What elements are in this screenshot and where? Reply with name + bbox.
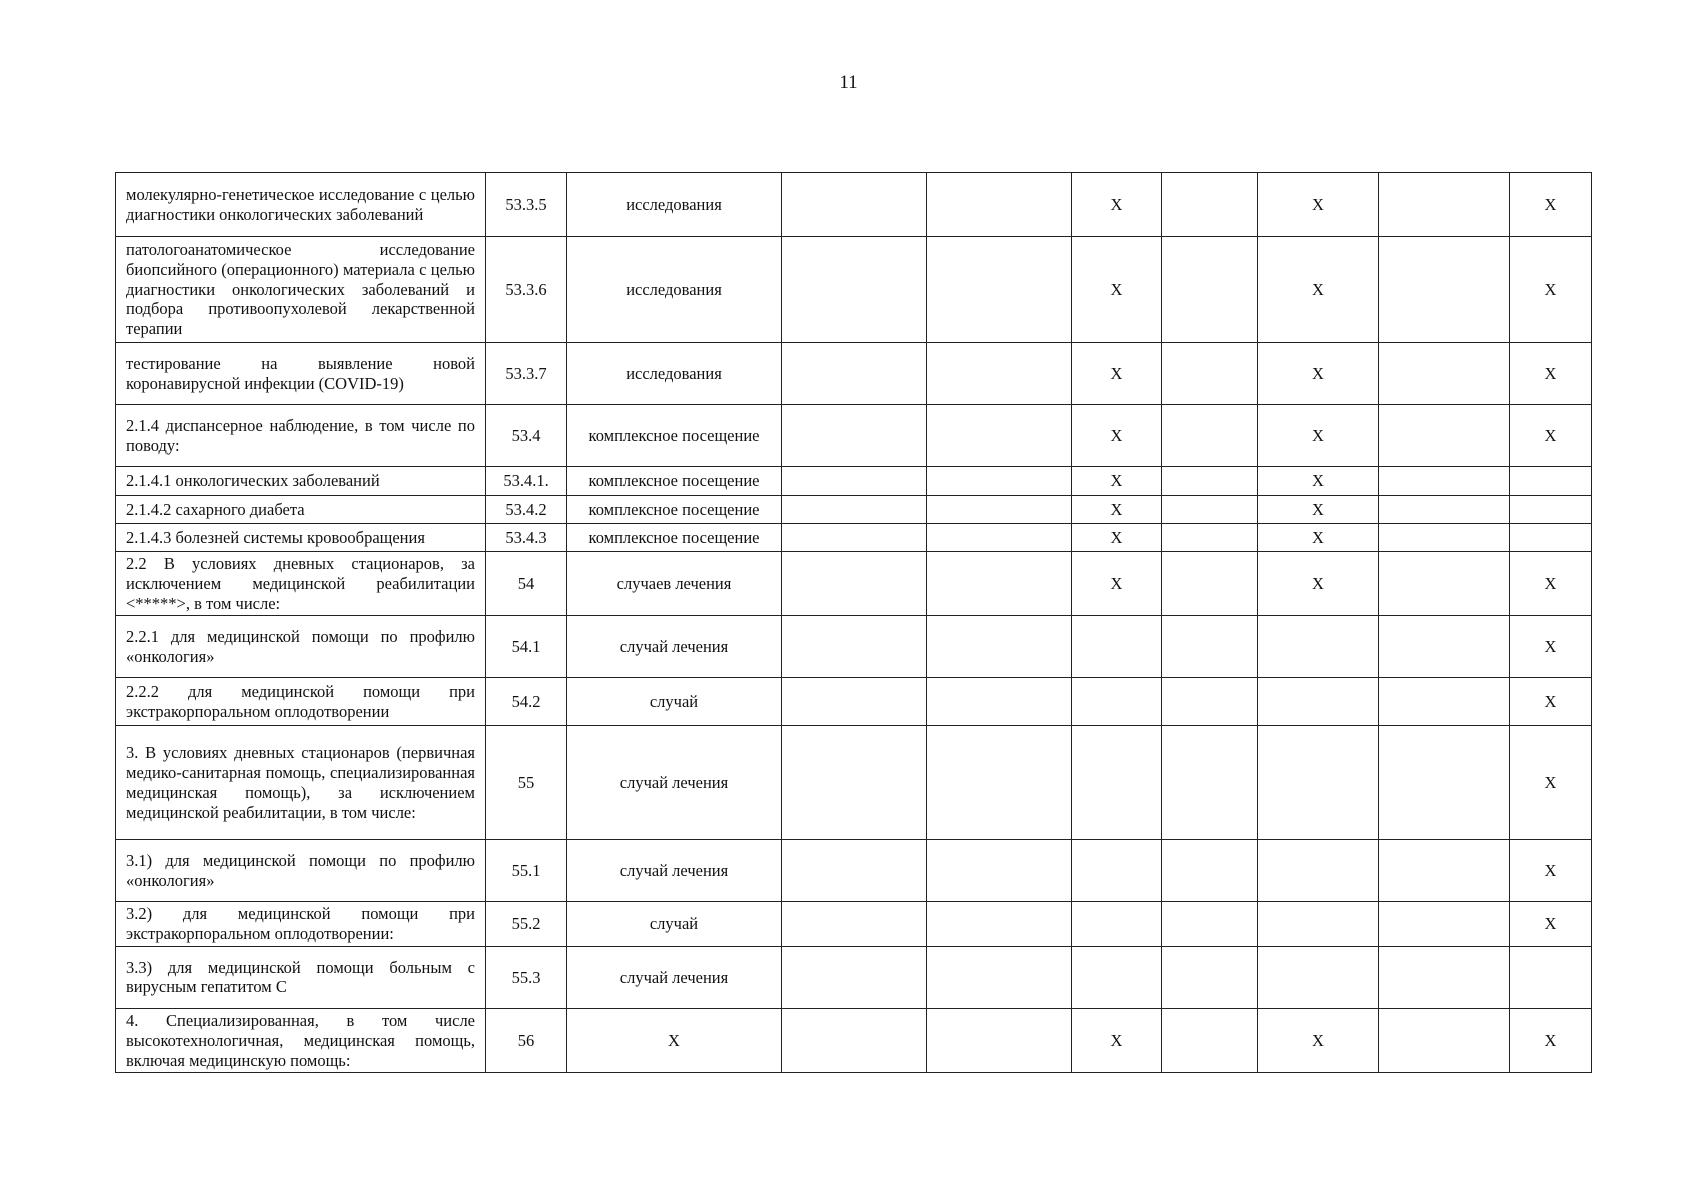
value-cell xyxy=(1379,678,1510,726)
value-cell xyxy=(1379,496,1510,524)
value-cell: X xyxy=(1258,1008,1379,1072)
value-cell xyxy=(1162,840,1258,902)
table-row xyxy=(116,496,1592,524)
value-cell xyxy=(782,1008,927,1072)
value-cell xyxy=(782,405,927,467)
unit-cell: комплексное посещение xyxy=(567,524,782,552)
table-row xyxy=(116,405,1592,467)
value-cell xyxy=(1379,552,1510,616)
value-cell xyxy=(782,467,927,496)
value-cell xyxy=(1072,840,1162,902)
row-code-cell: 54 xyxy=(486,552,567,616)
value-cell: X xyxy=(1258,467,1379,496)
value-cell: X xyxy=(1258,524,1379,552)
row-code-cell: 55 xyxy=(486,726,567,840)
indicator-name-cell: 2.2.1 для медицинской помощи по профилю «онкология» xyxy=(116,616,486,678)
value-cell xyxy=(782,902,927,947)
value-cell xyxy=(782,616,927,678)
value-cell: X xyxy=(1072,467,1162,496)
value-cell xyxy=(927,616,1072,678)
value-cell: X xyxy=(1510,902,1592,947)
value-cell xyxy=(927,552,1072,616)
value-cell: X xyxy=(1510,237,1592,343)
unit-cell: комплексное посещение xyxy=(567,405,782,467)
value-cell xyxy=(1510,946,1592,1008)
value-cell xyxy=(1379,343,1510,405)
unit-cell: комплексное посещение xyxy=(567,467,782,496)
value-cell xyxy=(1162,1008,1258,1072)
value-cell: X xyxy=(1072,524,1162,552)
value-cell xyxy=(1379,524,1510,552)
value-cell xyxy=(1162,173,1258,237)
unit-cell: исследования xyxy=(567,173,782,237)
table-row xyxy=(116,946,1592,1008)
indicator-name-cell: молекулярно-генетическое исследование с целью диагностики онкологических заболеваний xyxy=(116,173,486,237)
row-code-cell: 54.2 xyxy=(486,678,567,726)
value-cell xyxy=(927,1008,1072,1072)
indicator-name-cell: патологоанатомическое исследование биопсийного (операционного) материала с целью диагностики онкологических заболеваний и подбора противоопухолевой лекарственной терапии xyxy=(116,237,486,343)
value-cell xyxy=(1072,946,1162,1008)
value-cell xyxy=(1379,946,1510,1008)
unit-cell: X xyxy=(567,1008,782,1072)
value-cell xyxy=(1379,405,1510,467)
value-cell: X xyxy=(1510,1008,1592,1072)
value-cell: X xyxy=(1072,237,1162,343)
value-cell xyxy=(1379,1008,1510,1072)
value-cell: X xyxy=(1258,552,1379,616)
value-cell xyxy=(1379,902,1510,947)
indicator-name-cell: 3.2) для медицинской помощи при экстракорпоральном оплодотворении: xyxy=(116,902,486,947)
table-row xyxy=(116,902,1592,947)
value-cell xyxy=(1162,237,1258,343)
value-cell xyxy=(1258,678,1379,726)
value-cell xyxy=(782,524,927,552)
value-cell xyxy=(1162,496,1258,524)
table-row xyxy=(116,524,1592,552)
value-cell: X xyxy=(1072,552,1162,616)
value-cell: X xyxy=(1510,678,1592,726)
indicator-name-cell: 3.3) для медицинской помощи больным с вирусным гепатитом С xyxy=(116,946,486,1008)
value-cell: X xyxy=(1072,343,1162,405)
value-cell xyxy=(782,552,927,616)
value-cell xyxy=(782,946,927,1008)
value-cell xyxy=(1162,405,1258,467)
indicator-name-cell: 4. Специализированная, в том числе высокотехнологичная, медицинская помощь, включая медицинскую помощь: xyxy=(116,1008,486,1072)
value-cell xyxy=(927,902,1072,947)
row-code-cell: 54.1 xyxy=(486,616,567,678)
value-cell xyxy=(782,173,927,237)
table-row xyxy=(116,678,1592,726)
page-number: 11 xyxy=(839,72,858,93)
row-code-cell: 55.3 xyxy=(486,946,567,1008)
value-cell xyxy=(782,343,927,405)
unit-cell: случай xyxy=(567,678,782,726)
unit-cell: случай лечения xyxy=(567,616,782,678)
value-cell xyxy=(927,496,1072,524)
unit-cell: исследования xyxy=(567,237,782,343)
unit-cell: случай лечения xyxy=(567,840,782,902)
value-cell xyxy=(1510,524,1592,552)
value-cell xyxy=(927,405,1072,467)
indicator-name-cell: 2.1.4 диспансерное наблюдение, в том числе по поводу: xyxy=(116,405,486,467)
table-row xyxy=(116,616,1592,678)
row-code-cell: 53.3.7 xyxy=(486,343,567,405)
value-cell: X xyxy=(1510,616,1592,678)
table-row xyxy=(116,726,1592,840)
table-row xyxy=(116,173,1592,237)
unit-cell: случаев лечения xyxy=(567,552,782,616)
value-cell xyxy=(927,840,1072,902)
value-cell xyxy=(782,678,927,726)
value-cell: X xyxy=(1510,840,1592,902)
value-cell: X xyxy=(1510,173,1592,237)
value-cell xyxy=(1162,678,1258,726)
row-code-cell: 53.4.3 xyxy=(486,524,567,552)
value-cell: X xyxy=(1258,237,1379,343)
table-row xyxy=(116,840,1592,902)
value-cell: X xyxy=(1072,496,1162,524)
value-cell: X xyxy=(1510,405,1592,467)
value-cell: X xyxy=(1258,343,1379,405)
value-cell xyxy=(927,946,1072,1008)
value-cell xyxy=(927,467,1072,496)
row-code-cell: 55.2 xyxy=(486,902,567,947)
table-row xyxy=(116,237,1592,343)
value-cell xyxy=(927,343,1072,405)
value-cell xyxy=(1510,467,1592,496)
value-cell xyxy=(927,237,1072,343)
table-row xyxy=(116,1008,1592,1072)
value-cell: X xyxy=(1072,173,1162,237)
indicator-name-cell: 2.1.4.1 онкологических заболеваний xyxy=(116,467,486,496)
row-code-cell: 55.1 xyxy=(486,840,567,902)
value-cell: X xyxy=(1510,343,1592,405)
unit-cell: случай xyxy=(567,902,782,947)
value-cell xyxy=(1162,343,1258,405)
value-cell xyxy=(1258,902,1379,947)
value-cell xyxy=(927,524,1072,552)
unit-cell: случай лечения xyxy=(567,726,782,840)
unit-cell: исследования xyxy=(567,343,782,405)
value-cell xyxy=(1379,467,1510,496)
value-cell xyxy=(1072,616,1162,678)
row-code-cell: 56 xyxy=(486,1008,567,1072)
unit-cell: случай лечения xyxy=(567,946,782,1008)
value-cell xyxy=(1162,616,1258,678)
value-cell: X xyxy=(1258,173,1379,237)
value-cell xyxy=(1258,946,1379,1008)
value-cell xyxy=(1258,726,1379,840)
value-cell: X xyxy=(1258,405,1379,467)
medical-care-table xyxy=(115,172,1592,1073)
unit-cell: комплексное посещение xyxy=(567,496,782,524)
row-code-cell: 53.4.2 xyxy=(486,496,567,524)
value-cell xyxy=(782,726,927,840)
value-cell xyxy=(1258,840,1379,902)
table-row xyxy=(116,343,1592,405)
value-cell xyxy=(1162,524,1258,552)
value-cell: X xyxy=(1510,552,1592,616)
value-cell xyxy=(1162,946,1258,1008)
row-code-cell: 53.3.5 xyxy=(486,173,567,237)
value-cell: X xyxy=(1072,405,1162,467)
indicator-name-cell: тестирование на выявление новой коронавирусной инфекции (COVID-19) xyxy=(116,343,486,405)
value-cell xyxy=(782,840,927,902)
row-code-cell: 53.3.6 xyxy=(486,237,567,343)
indicator-name-cell: 3.1) для медицинской помощи по профилю «онкология» xyxy=(116,840,486,902)
value-cell xyxy=(1379,840,1510,902)
indicator-name-cell: 3. В условиях дневных стационаров (первичная медико-санитарная помощь, специализированная медицинская помощь), за исключением медицинской реабилитации, в том числе: xyxy=(116,726,486,840)
value-cell xyxy=(1072,726,1162,840)
indicator-name-cell: 2.1.4.3 болезней системы кровообращения xyxy=(116,524,486,552)
indicator-name-cell: 2.1.4.2 сахарного диабета xyxy=(116,496,486,524)
value-cell xyxy=(1162,902,1258,947)
row-code-cell: 53.4.1. xyxy=(486,467,567,496)
value-cell xyxy=(1379,237,1510,343)
table-body xyxy=(116,173,1592,1073)
value-cell xyxy=(1162,467,1258,496)
value-cell xyxy=(1072,902,1162,947)
value-cell xyxy=(927,678,1072,726)
table-row xyxy=(116,552,1592,616)
value-cell xyxy=(782,237,927,343)
value-cell xyxy=(927,726,1072,840)
table-row xyxy=(116,467,1592,496)
value-cell xyxy=(1162,726,1258,840)
indicator-name-cell: 2.2 В условиях дневных стационаров, за исключением медицинской реабилитации <*****>, в том числе: xyxy=(116,552,486,616)
value-cell xyxy=(782,496,927,524)
value-cell xyxy=(1258,616,1379,678)
value-cell xyxy=(1379,726,1510,840)
value-cell xyxy=(927,173,1072,237)
value-cell xyxy=(1379,616,1510,678)
value-cell xyxy=(1072,678,1162,726)
value-cell: X xyxy=(1510,726,1592,840)
value-cell: X xyxy=(1072,1008,1162,1072)
value-cell: X xyxy=(1258,496,1379,524)
value-cell xyxy=(1510,496,1592,524)
indicator-name-cell: 2.2.2 для медицинской помощи при экстракорпоральном оплодотворении xyxy=(116,678,486,726)
value-cell xyxy=(1379,173,1510,237)
row-code-cell: 53.4 xyxy=(486,405,567,467)
value-cell xyxy=(1162,552,1258,616)
